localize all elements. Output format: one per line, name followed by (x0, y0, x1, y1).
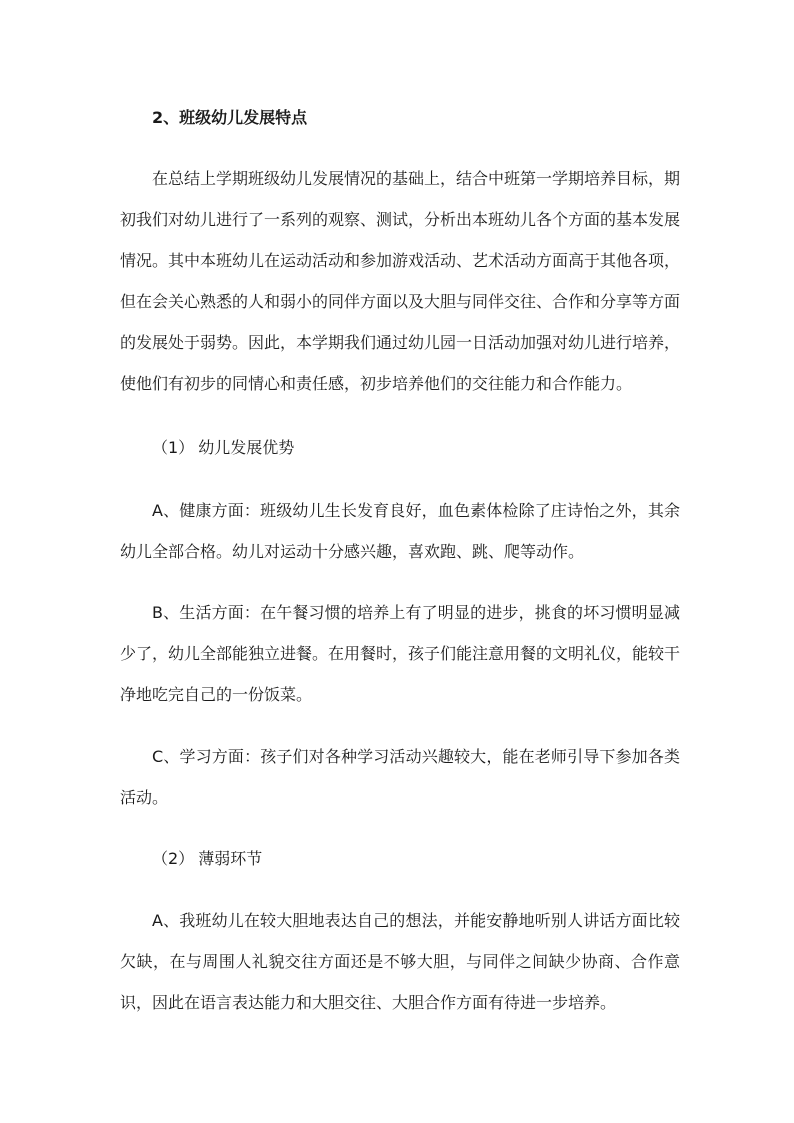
weaknesses-number: （2） (152, 849, 195, 868)
advantages-heading (152, 434, 294, 462)
weaknesses-title: 薄弱环节 (198, 849, 263, 868)
section-title: 2、班级幼儿发展特点 (152, 108, 308, 127)
weakness-item-a: A、我班幼儿在较大胆地表达自己的想法，并能安静地听别人讲话方面比较欠缺，在与周围人礼貌交往方面还是不够大胆，与同伴之间缺少协商、合作意识，因此在语言表达能力和大胆交往、大胆合作方面有待进一步培养。 (120, 911, 680, 1012)
advantage-item-life: B、生活方面：在午餐习惯的培养上有了明显的进步，挑食的坏习惯明显减少了，幼儿全部能独立进餐。在用餐时，孩子们能注意用餐的文明礼仪，能较干净地吃完自己的一份饭菜。 (120, 603, 681, 704)
intro-paragraph: 在总结上学期班级幼儿发展情况的基础上，结合中班第一学期培养目标，期初我们对幼儿进行了一系列的观察、测试，分析出本班幼儿各个方面的基本发展情况。其中本班幼儿在运动活动和参加游戏活动、艺术活动方面高于其他各项，但在会关心熟悉的人和弱小的同伴方面以及大胆与同伴交往、合作和分享等方面的发展处于弱势。因此，本学期我们通过幼儿园一日活动加强对幼儿进行培养，使他们有初步的同情心和责任感，初步培养他们的交往能力和合作能力。 (120, 169, 681, 393)
advantage-item-health: A、健康方面：班级幼儿生长发育良好，血色素体检除了庄诗怡之外，其余幼儿全部合格。幼儿对运动十分感兴趣，喜欢跑、跳、爬等动作。 (120, 501, 680, 561)
advantage-item-learning: C、学习方面：孩子们对各种学习活动兴趣较大，能在老师引导下参加各类活动。 (120, 747, 680, 807)
weaknesses-heading (152, 845, 262, 873)
advantages-number: （1） (152, 438, 195, 457)
advantages-title: 幼儿发展优势 (198, 438, 295, 457)
